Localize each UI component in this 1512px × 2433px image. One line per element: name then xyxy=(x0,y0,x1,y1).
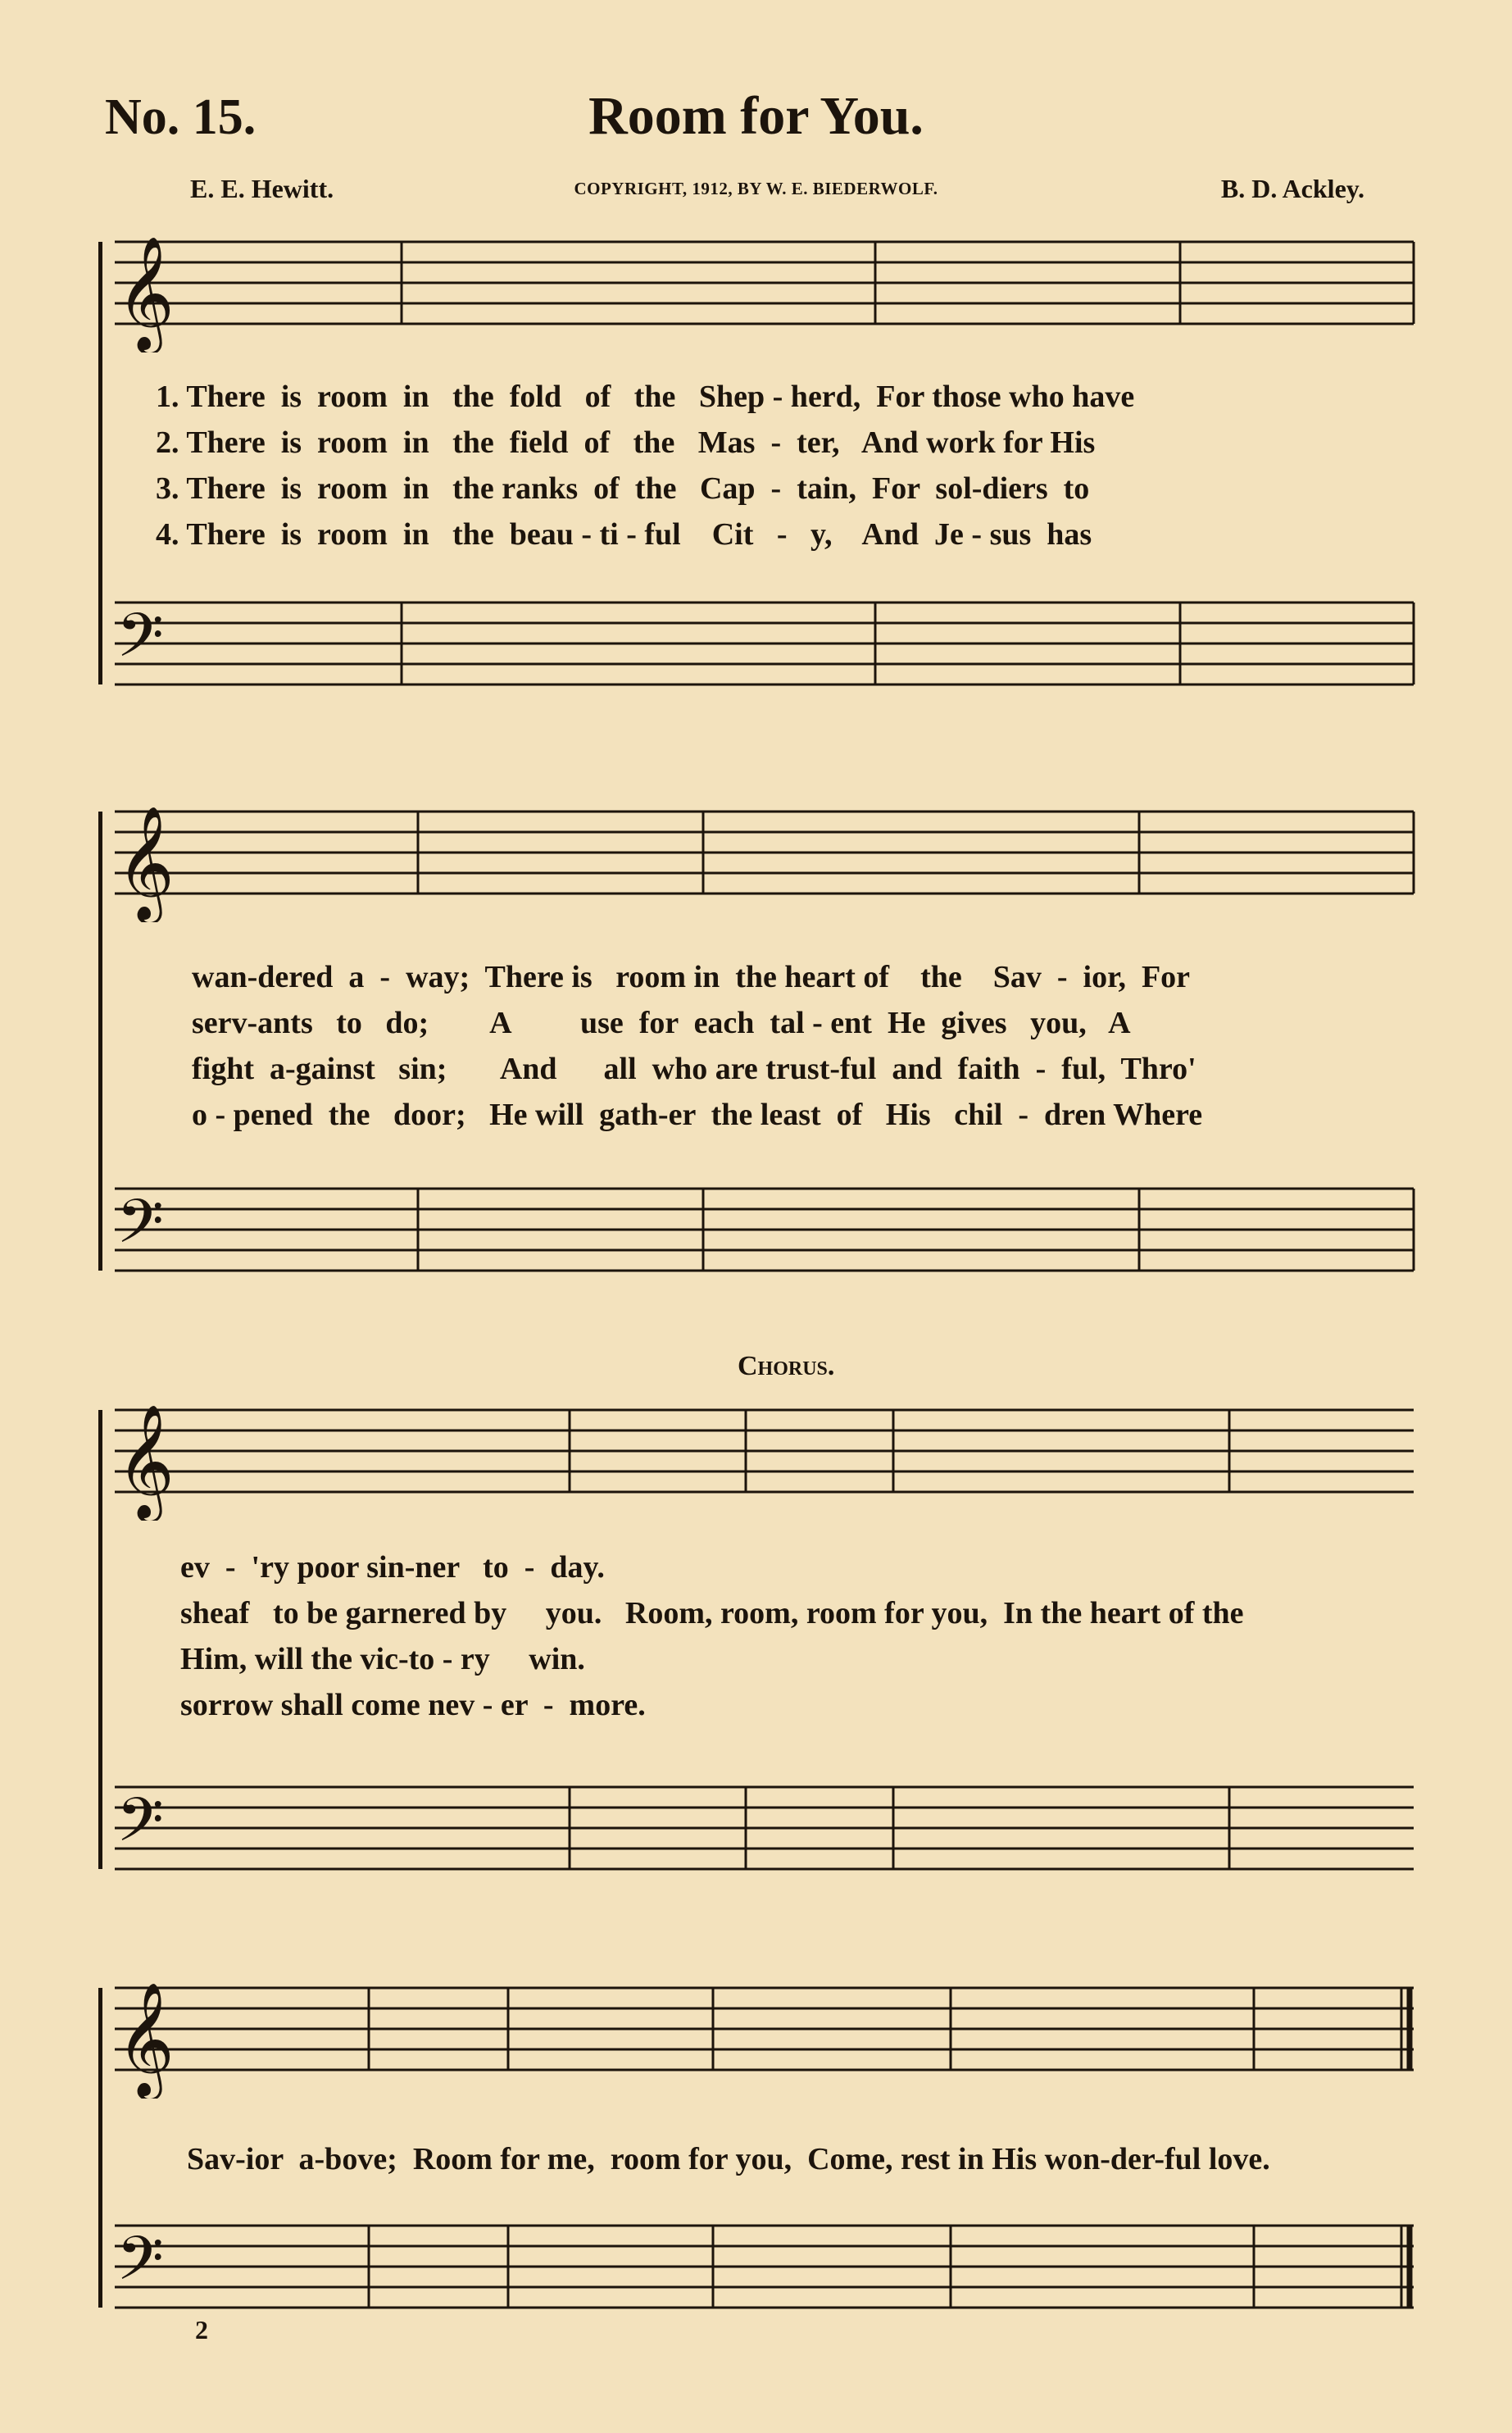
bass-staff-system-2 xyxy=(98,1176,1430,1299)
system-4-bracket xyxy=(98,1988,102,2308)
bass-staff-system-1 xyxy=(98,590,1430,730)
lyricist-credit: E. E. Hewitt. xyxy=(190,174,334,203)
bass-staff-system-4 xyxy=(98,2213,1430,2336)
system-3-bracket xyxy=(98,1410,102,1869)
hymn-title: Room for You. xyxy=(588,86,924,146)
chorus-label: Chorus. xyxy=(738,1351,835,1381)
svg-text:𝄢: 𝄢 xyxy=(116,2223,164,2309)
svg-text:𝄢: 𝄢 xyxy=(116,600,164,686)
svg-text:𝄞: 𝄞 xyxy=(116,236,175,350)
bass-staff-system-3 xyxy=(98,1775,1430,1898)
lyric-line: o - pened the door; He will gath-er the least of His chil - dren Where xyxy=(192,1098,1203,1132)
lyric-line: 3. There is room in the ranks of the Cap - tain, For sol-diers to xyxy=(156,471,1090,506)
svg-text:𝄢: 𝄢 xyxy=(116,1186,164,1272)
svg-text:𝄞: 𝄞 xyxy=(116,1404,175,1518)
treble-staff-system-3 xyxy=(98,1398,1430,1521)
lyric-line: fight a-gainst sin; And all who are trust-ful and faith - ful, Thro' xyxy=(192,1052,1196,1086)
page-number: 2 xyxy=(195,2315,208,2344)
lyric-line: wan-dered a - way; There is room in the heart of the Sav - ior, For xyxy=(192,960,1191,994)
lyric-line: Him, will the vic-to - ry win. xyxy=(180,1642,585,1676)
system-1-bracket xyxy=(98,242,102,684)
lyric-line: 2. There is room in the field of the Mas - ter, And work for His xyxy=(156,425,1096,460)
treble-staff-system-4 xyxy=(98,1976,1430,2099)
svg-text:𝄢: 𝄢 xyxy=(116,1785,164,1871)
lyric-line: sheaf to be garnered by you. Room, room, room for you, In the heart of the xyxy=(180,1596,1244,1630)
lyric-line: ev - 'ry poor sin-ner to - day. xyxy=(180,1550,605,1585)
copyright-notice: COPYRIGHT, 1912, BY W. E. BIEDERWOLF. xyxy=(574,179,938,198)
svg-text:𝄞: 𝄞 xyxy=(116,806,175,920)
composer-credit: B. D. Ackley. xyxy=(1220,174,1364,203)
lyric-line: serv-ants to do; A use for each tal - ent He gives you, A xyxy=(192,1006,1131,1040)
lyric-line: sorrow shall come nev - er - more. xyxy=(180,1688,646,1722)
treble-staff-system-2 xyxy=(98,799,1430,922)
lyric-line: 4. There is room in the beau - ti - ful Cit - y, And Je - sus has xyxy=(156,517,1092,552)
lyric-line: Sav-ior a-bove; Room for me, room for you, Come, rest in His won-der-ful love. xyxy=(187,2142,1270,2176)
system-2-bracket xyxy=(98,812,102,1271)
hymn-number: No. 15. xyxy=(105,89,257,145)
svg-text:𝄞: 𝄞 xyxy=(116,1982,175,2096)
treble-staff-system-1 xyxy=(98,230,1430,352)
lyric-line: 1. There is room in the fold of the Shep - herd, For those who have xyxy=(156,380,1135,414)
